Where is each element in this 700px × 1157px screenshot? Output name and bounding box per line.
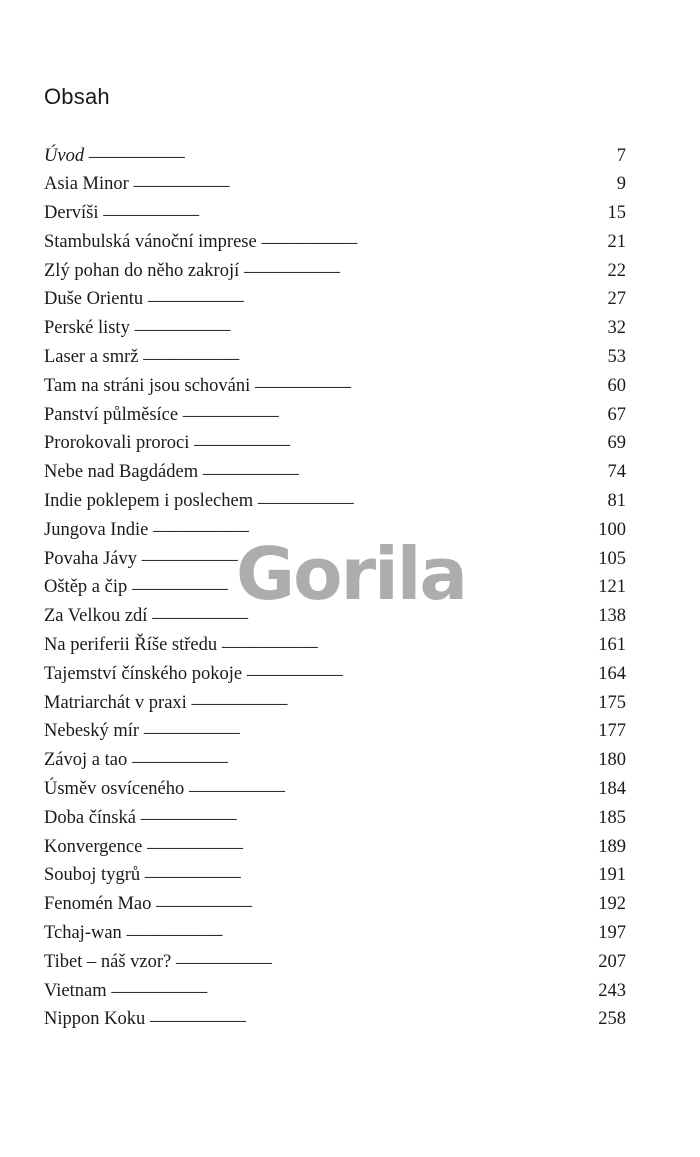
toc-dot-leader [143,344,594,363]
toc-entry-page-number: 67 [607,404,626,425]
toc-dot-leader [243,257,594,276]
toc-entry [44,776,626,805]
toc-entry-title: Vietnam [44,980,107,1001]
toc-entry-page-number: 191 [598,865,626,886]
toc-dot-leader [182,401,594,420]
toc-entry-title: Fenomén Mao [44,894,152,915]
toc-entry [44,344,626,373]
toc-entry [44,171,626,200]
toc-entry-title: Perské listy [44,318,130,339]
toc-entry [44,660,626,689]
toc-entry [44,257,626,286]
toc-entry-page-number: 22 [607,260,626,281]
toc-entry [44,833,626,862]
toc-entry-page-number: 175 [598,692,626,713]
toc-entry [44,372,626,401]
toc-dot-leader [147,286,594,305]
toc-dot-leader [134,315,594,334]
toc-entry [44,516,626,545]
toc-entry-page-number: 15 [607,203,626,224]
toc-entry-title: Panství půlměsíce [44,404,179,425]
toc-entry-title: Nippon Koku [44,1009,146,1030]
toc-entry-page-number: 32 [607,318,626,339]
toc-entry-title: Úsměv osvíceného [44,779,185,800]
toc-entry [44,459,626,488]
toc-entry-title: Zlý pohan do něho zakrojí [44,260,240,281]
toc-dot-leader [143,718,594,737]
toc-entry-title: Oštěp a čip [44,577,128,598]
toc-entry-title: Tchaj-wan [44,923,122,944]
toc-entry-title: Závoj a tao [44,750,128,771]
table-of-contents [44,142,626,1035]
toc-dot-leader [188,776,594,795]
toc-dot-leader [261,228,594,247]
toc-entry-page-number: 7 [616,145,626,166]
toc-entry [44,430,626,459]
toc-dot-leader [133,171,594,190]
toc-entry-page-number: 161 [598,635,626,656]
toc-dot-leader [191,689,594,708]
toc-entry-title: Tam na stráni jsou schováni [44,375,251,396]
toc-dot-leader [149,1006,594,1025]
toc-entry-title: Úvod [44,145,85,166]
toc-dot-leader [151,603,594,622]
toc-dot-leader [221,632,594,651]
toc-dot-leader [140,804,594,823]
toc-entry-page-number: 185 [598,807,626,828]
toc-entry [44,891,626,920]
toc-entry-title: Nebeský mír [44,721,140,742]
toc-entry-page-number: 53 [607,347,626,368]
toc-entry-page-number: 69 [607,433,626,454]
toc-entry-title: Za Velkou zdí [44,606,148,627]
toc-dot-leader [146,833,594,852]
toc-entry-title: Povaha Jávy [44,548,137,569]
toc-entry-page-number: 184 [598,779,626,800]
toc-entry-title: Asia Minor [44,174,129,195]
toc-entry [44,920,626,949]
toc-entry-page-number: 121 [598,577,626,598]
toc-dot-leader [254,372,594,391]
toc-entry [44,286,626,315]
toc-entry-page-number: 21 [607,231,626,252]
toc-entry-page-number: 27 [607,289,626,310]
toc-entry-title: Matriarchát v praxi [44,692,187,713]
toc-dot-leader [193,430,594,449]
toc-entry-page-number: 180 [598,750,626,771]
toc-entry [44,574,626,603]
toc-entry [44,603,626,632]
toc-entry-title: Tajemství čínského pokoje [44,663,243,684]
toc-entry-title: Doba čínská [44,807,136,828]
toc-entry-title: Nebe nad Bagdádem [44,462,199,483]
toc-entry-page-number: 100 [598,519,626,540]
toc-entry-title: Na periferii Říše středu [44,635,218,656]
toc-entry [44,315,626,344]
toc-entry-page-number: 74 [607,462,626,483]
toc-entry [44,804,626,833]
toc-dot-leader [131,574,594,593]
toc-entry-title: Prorokovali proroci [44,433,190,454]
toc-dot-leader [175,948,594,967]
toc-entry [44,689,626,718]
toc-entry [44,1006,626,1035]
toc-entry-title: Jungova Indie [44,519,149,540]
toc-dot-leader [152,516,594,535]
toc-dot-leader [126,920,594,939]
toc-entry [44,718,626,747]
toc-entry-page-number: 9 [616,174,626,195]
toc-entry [44,228,626,257]
watermark-logo: Gorila [236,532,467,616]
toc-dot-leader [155,891,594,910]
toc-entry-page-number: 197 [598,923,626,944]
toc-entry [44,401,626,430]
toc-entry-page-number: 189 [598,836,626,857]
toc-dot-leader [111,977,594,996]
toc-entry-title: Laser a smrž [44,347,139,368]
toc-entry-title: Konvergence [44,836,143,857]
toc-entry-page-number: 164 [598,663,626,684]
page-heading: Obsah [44,84,110,109]
toc-entry-title: Indie poklepem i poslechem [44,491,254,512]
toc-entry-page-number: 138 [598,606,626,627]
toc-dot-leader [131,747,594,766]
toc-entry-title: Souboj tygrů [44,865,141,886]
toc-entry [44,948,626,977]
toc-entry-page-number: 192 [598,894,626,915]
toc-dot-leader [202,459,594,478]
toc-entry-page-number: 258 [598,1009,626,1030]
toc-dot-leader [144,862,594,881]
toc-entry [44,977,626,1006]
toc-entry [44,545,626,574]
toc-dot-leader [88,142,594,161]
toc-entry [44,632,626,661]
toc-entry-page-number: 243 [598,980,626,1001]
toc-entry-title: Stambulská vánoční imprese [44,231,257,252]
toc-entry-title: Tibet – náš vzor? [44,951,172,972]
toc-entry-title: Duše Orientu [44,289,144,310]
toc-entry-page-number: 207 [598,951,626,972]
toc-entry-page-number: 105 [598,548,626,569]
toc-dot-leader [257,488,594,507]
toc-entry [44,747,626,776]
toc-entry-title: Dervíši [44,203,99,224]
toc-dot-leader [141,545,594,564]
toc-dot-leader [102,200,594,219]
toc-dot-leader [246,660,594,679]
toc-entry-page-number: 177 [598,721,626,742]
toc-entry [44,488,626,517]
toc-entry-page-number: 60 [607,375,626,396]
toc-entry [44,862,626,891]
toc-entry [44,142,626,171]
toc-entry-page-number: 81 [607,491,626,512]
toc-entry [44,200,626,229]
